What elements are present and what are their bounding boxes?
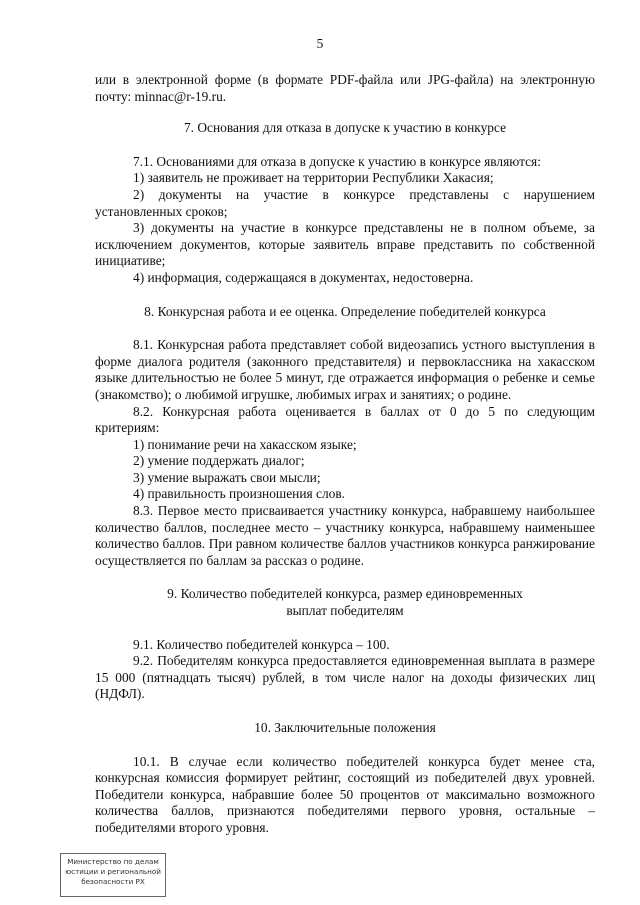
section-10-paragraph: 10.1. В случае если количество победителей конкурса будет менее ста, конкурсная комиссия формирует рейтинг, состоящий из победителей двух уровней. Победители конкурса, набравшие более 50 процентов от максимально возможного количества баллов, признаются победителями первого уровня, остальные – победителями второго уровня. [95, 753, 595, 835]
section-8-heading: 8. Конкурсная работа и ее оценка. Определение победителей конкурса [144, 303, 546, 319]
stamp-line: юстиции и региональной [65, 867, 161, 876]
section-9-paragraph: 9.1. Количество победителей конкурса – 100. [133, 636, 390, 652]
section-9-paragraph: 9.2. Победителям конкурса предоставляется единовременная выплата в размере 15 000 (пятнадцать тысяч) рублей, в том числе налог на доходы физических лиц (НДФЛ). [95, 653, 595, 702]
section-7-paragraph: 4) информация, содержащаяся в документах, недостоверна. [133, 269, 474, 285]
intro-paragraph: или в электронной форме (в формате PDF-файла или JPG-файла) на электронную почту: minnac@r-19.ru. [95, 72, 595, 104]
section-9-heading [95, 586, 595, 619]
section-10-heading: 10. Заключительные положения [254, 720, 436, 735]
section-8-paragraph: 4) правильность произношения слов. [133, 486, 345, 502]
page-number: 5 [316, 36, 324, 51]
section-8-paragraph: 8.2. Конкурсная работа оценивается в баллах от 0 до 5 по следующим критериям: [95, 403, 595, 436]
stamp-line: Министерство по делам [67, 857, 159, 866]
section-7-paragraph: 7.1. Основаниями для отказа в допуске к участию в конкурсе являются: [133, 153, 541, 169]
section-8-paragraph: 2) умение поддержать диалог; [133, 453, 305, 469]
section-8-paragraph: 8.3. Первое место присваивается участнику конкурса, набравшему наибольшее количество баллов, последнее место – участнику конкурса, набравшему наименьшее количество баллов. При равном количестве баллов участников конкурса ранжирование осуществляется по баллам за рассказ о родине. [95, 503, 595, 568]
section-7-heading: 7. Основания для отказа в допуске к участию в конкурсе [183, 120, 507, 136]
registration-stamp [60, 853, 166, 897]
section-8-paragraph: 8.1. Конкурсная работа представляет собой видеозапись устного выступления в форме диалога родителя (законного представителя) и первоклассника на хакасском языке длительностью не более 5 минут, где отражается информация о ребенке и семье (знакомство); о любимой игрушке, любимых играх и занятиях; о родине. [95, 337, 595, 402]
section-7-paragraph: 2) документы на участие в конкурсе представлены с нарушением установленных сроков; [95, 186, 595, 219]
stamp-line: безопасности РХ [81, 877, 145, 886]
section-9-heading-line-1: 9. Количество победителей конкурса, размер единовременных [167, 586, 523, 602]
section-7-paragraph: 3) документы на участие в конкурсе представлены не в полном объеме, за исключением документов, которые заявитель вправе представить по собственной инициативе; [95, 220, 595, 269]
section-7-paragraph: 1) заявитель не проживает на территории Республики Хакасия; [133, 170, 494, 186]
section-8-paragraph: 3) умение выражать свои мысли; [133, 469, 321, 485]
document-body [95, 72, 595, 837]
section-9-heading-line-2: выплат победителям [286, 603, 404, 619]
section-8-paragraph: 1) понимание речи на хакасском языке; [133, 436, 357, 452]
